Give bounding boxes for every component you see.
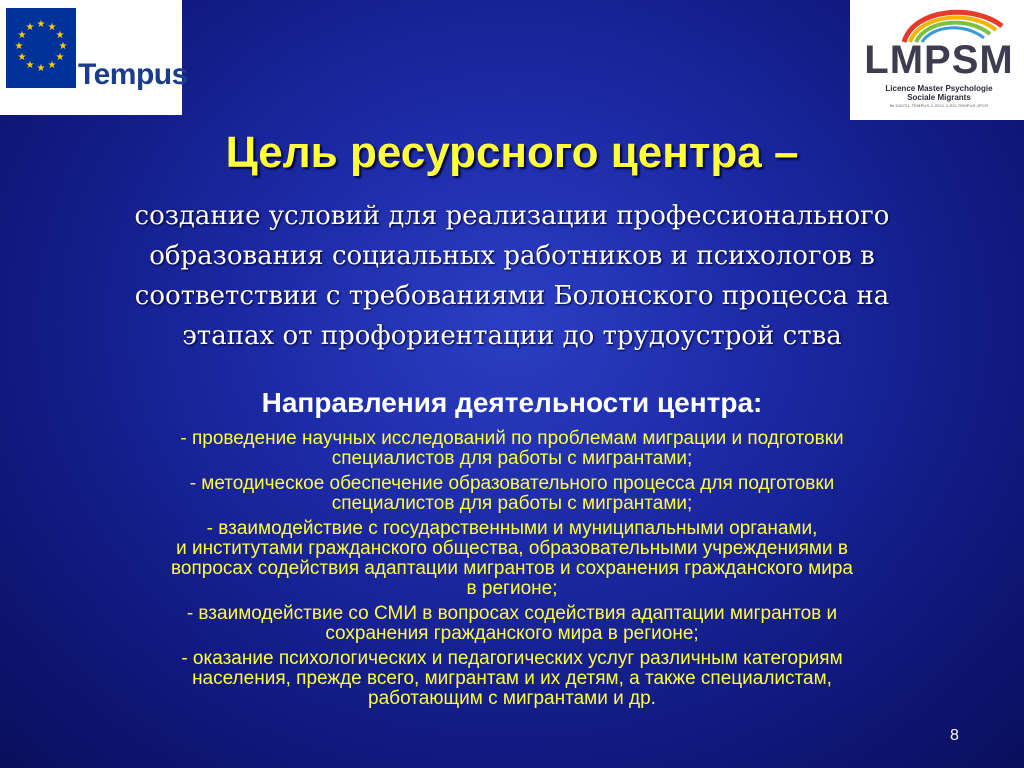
lmpsm-logo [850, 0, 1024, 120]
directions-heading: Направления деятельности центра: [261, 387, 763, 418]
directions-item-line: работающим с мигрантами и др. [368, 688, 656, 709]
svg-text:★: ★ [58, 41, 68, 52]
lmpsm-grant-number: № 516721-TEMPUS-1-2011-1-RO-TEMPUS-JPCR [889, 103, 989, 108]
directions-item-line: и институтами гражданского общества, образовательными учреждениями в [176, 538, 848, 559]
lmpsm-wordmark: LMPSM [864, 38, 1014, 82]
svg-text:★: ★ [36, 63, 46, 74]
slide-subtitle [30, 196, 994, 356]
directions-item-line: в регионе; [466, 578, 558, 599]
tempus-logo [0, 0, 188, 115]
svg-text:★: ★ [47, 22, 57, 33]
eu-flag-icon [6, 8, 76, 88]
eu-stars-icon [6, 8, 76, 88]
svg-text:★: ★ [17, 30, 27, 41]
page-number: 8 [950, 727, 959, 744]
directions-item-line: - взаимодействие со СМИ в вопросах содействия адаптации мигрантов и [186, 603, 838, 624]
directions-item-line: вопросах содействия адаптации мигрантов и сохранения гражданского мира [171, 558, 853, 579]
directions-item-line: специалистов для работы с мигрантами; [331, 448, 693, 469]
svg-text:★: ★ [25, 22, 35, 33]
directions-item-line: - методическое обеспечение образовательного процесса для подготовки [189, 473, 835, 494]
tempus-wordmark: Tempus [78, 58, 188, 91]
directions-item [70, 429, 954, 469]
svg-text:★: ★ [17, 52, 27, 63]
directions-item-line: - проведение научных исследований по проблемам миграции и подготовки [180, 428, 844, 449]
svg-text:★: ★ [47, 60, 57, 71]
svg-text:★: ★ [55, 30, 65, 41]
lmpsm-subtitle-line-2: Sociale Migrants [907, 93, 971, 102]
directions-item-line: сохранения гражданского мира в регионе; [325, 623, 699, 644]
svg-text:★: ★ [36, 19, 46, 30]
directions-item-line: - оказание психологических и педагогических услуг различным категориям [181, 648, 843, 669]
subtitle-line: соответствии с требованиями Болонского процесса на [134, 281, 890, 311]
directions-item-line: специалистов для работы с мигрантами; [331, 493, 693, 514]
subtitle-line: образования социальных работников и психологов в [149, 241, 875, 271]
lmpsm-subtitle [864, 84, 1014, 102]
lmpsm-subtitle-line-1: Licence Master Psychologie [885, 84, 993, 93]
directions-item [70, 519, 954, 599]
directions-item [70, 649, 954, 709]
svg-text:★: ★ [14, 41, 24, 52]
subtitle-line: этапах от профориентации до трудоустрой ства [182, 321, 842, 351]
slide-title: Цель ресурсного центра – [225, 128, 799, 177]
directions-item-line: - взаимодействие с государственными и муниципальными органами, [206, 518, 818, 539]
directions-item [70, 474, 954, 514]
svg-text:★: ★ [55, 52, 65, 63]
subtitle-line: создание условий для реализации профессионального [134, 201, 890, 231]
directions-list [70, 429, 954, 714]
directions-item-line: населения, прежде всего, мигрантам и их детям, а также специалистам, [192, 668, 832, 689]
svg-text:★: ★ [25, 60, 35, 71]
directions-item [70, 604, 954, 644]
